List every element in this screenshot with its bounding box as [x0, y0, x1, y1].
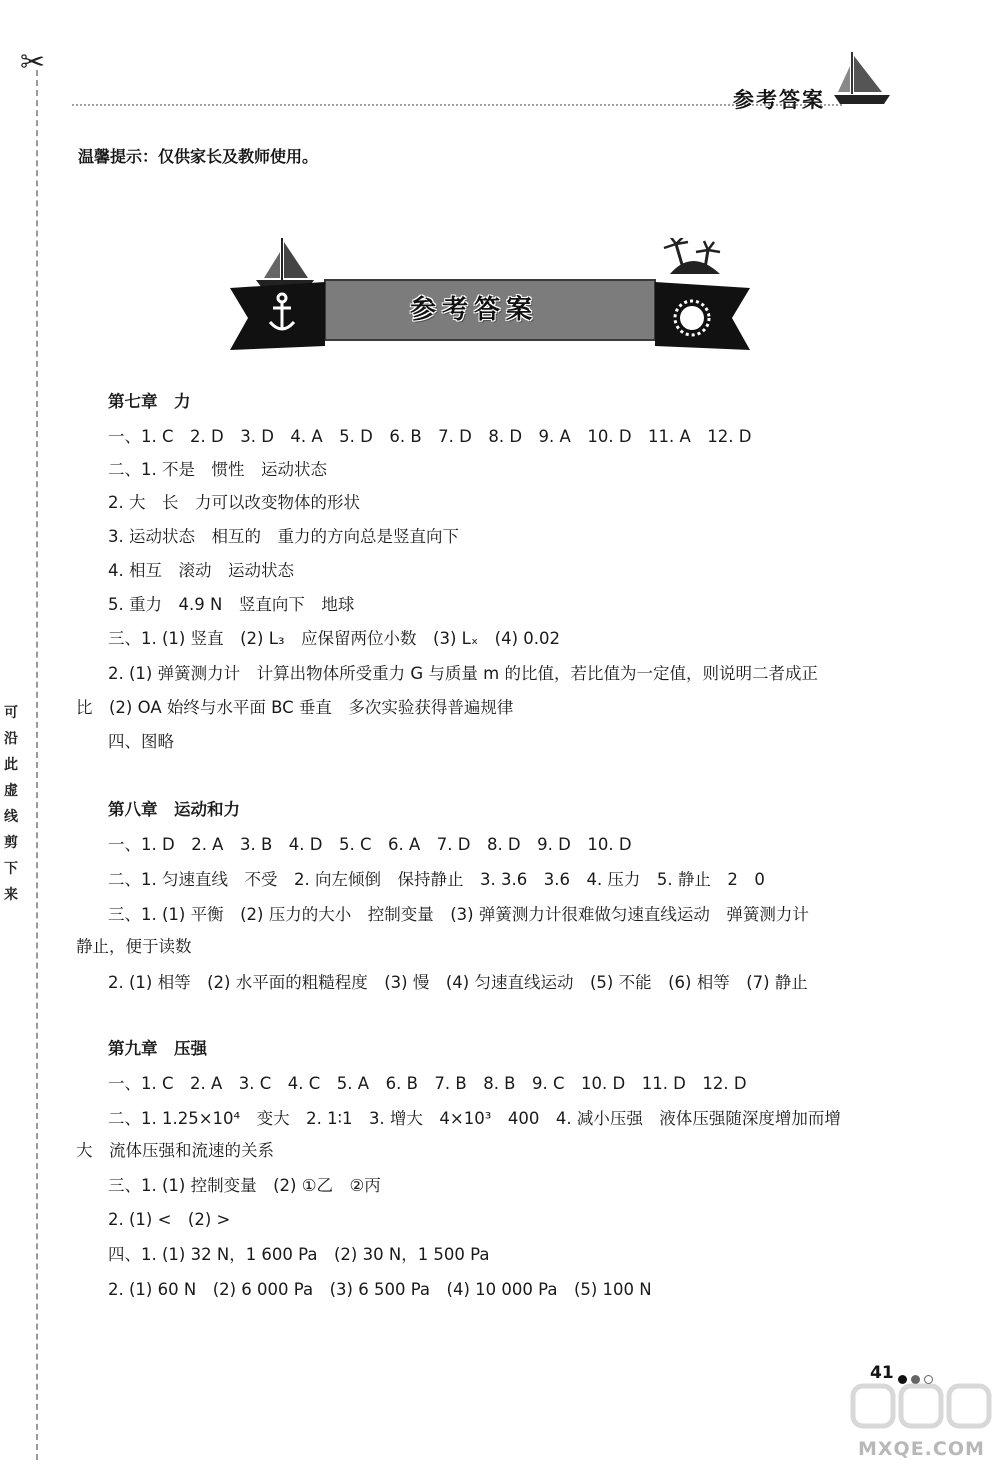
cut-line	[36, 70, 38, 1460]
chapter-title: 第九章 压强	[108, 1039, 207, 1058]
answer-line: 四、1. (1) 32 N，1 600 Pa (2) 30 N，1 500 Pa	[108, 1245, 490, 1264]
chapter-title: 第八章 运动和力	[108, 800, 240, 819]
answer-line: 2. (1) 相等 (2) 水平面的粗糙程度 (3) 慢 (4) 匀速直线运动 (5) 不能 (6) 相等 (7) 静止	[108, 973, 808, 992]
answer-line: 三、1. (1) 平衡 (2) 压力的大小 控制变量 (3) 弹簧测力计很难做匀速直线运动 弹簧测力计	[108, 905, 809, 924]
answer-line: 静止，便于读数	[76, 937, 192, 956]
cut-instruction: 可 沿 此 虚 线 剪 下 来	[4, 705, 18, 903]
answer-line: 5. 重力 4.9 N 竖直向下 地球	[108, 595, 355, 614]
watermark-text: MXQE.COM	[858, 1438, 985, 1460]
answer-line: 一、1. D 2. A 3. B 4. D 5. C 6. A 7. D 8. D 9. D 10. D	[108, 835, 632, 854]
sailboat-icon	[832, 50, 894, 108]
answer-line: 3. 运动状态 相互的 重力的方向总是竖直向下	[108, 527, 459, 546]
notice-text: 温馨提示：仅供家长及教师使用。	[78, 147, 319, 166]
answer-line: 一、1. C 2. A 3. C 4. C 5. A 6. B 7. B 8. B 9. C 10. D 11. D 12. D	[108, 1074, 747, 1093]
header-rule	[72, 104, 842, 106]
answer-line: 二、1. 匀速直线 不受 2. 向左倾倒 保持静止 3. 3.6 3.6 4. 压力 5. 静止 2 0	[108, 870, 765, 889]
answer-line: 2. (1) 弹簧测力计 计算出物体所受重力 G 与质量 m 的比值，若比值为一定值，则说明二者成正	[108, 664, 818, 683]
answer-line: 比 (2) OA 始终与水平面 BC 垂直 多次实验获得普遍规律	[76, 698, 514, 717]
scissors-icon: ✂	[20, 45, 46, 80]
answer-line: 2. 大 长 力可以改变物体的形状	[108, 493, 360, 512]
answer-line: 三、1. (1) 竖直 (2) L₃ 应保留两位小数 (3) Lₓ (4) 0.02	[108, 629, 561, 648]
answer-line: 大 流体压强和流速的关系	[76, 1141, 274, 1160]
banner-title: 参考答案	[410, 295, 539, 325]
answer-line: 二、1. 1.25×10⁴ 变大 2. 1∶1 3. 增大 4×10³ 400 4. 减小压强 液体压强随深度增加而增	[108, 1109, 841, 1128]
page-number: 41	[870, 1363, 894, 1383]
answer-line: 三、1. (1) 控制变量 (2) ①乙 ②丙	[108, 1176, 381, 1195]
header-title: 参考答案	[733, 88, 825, 112]
answer-line: 2. (1) < (2) >	[108, 1210, 231, 1229]
answer-line: 二、1. 不是 惯性 运动状态	[108, 460, 327, 479]
answer-line: 2. (1) 60 N (2) 6 000 Pa (3) 6 500 Pa (4) 10 000 Pa (5) 100 N	[108, 1280, 652, 1299]
answer-line: 四、图略	[108, 732, 174, 751]
answer-line: 4. 相互 滚动 运动状态	[108, 561, 294, 580]
chapter-title: 第七章 力	[108, 392, 191, 411]
answer-line: 一、1. C 2. D 3. D 4. A 5. D 6. B 7. D 8. D 9. A 10. D 11. A 12. D	[108, 427, 752, 446]
